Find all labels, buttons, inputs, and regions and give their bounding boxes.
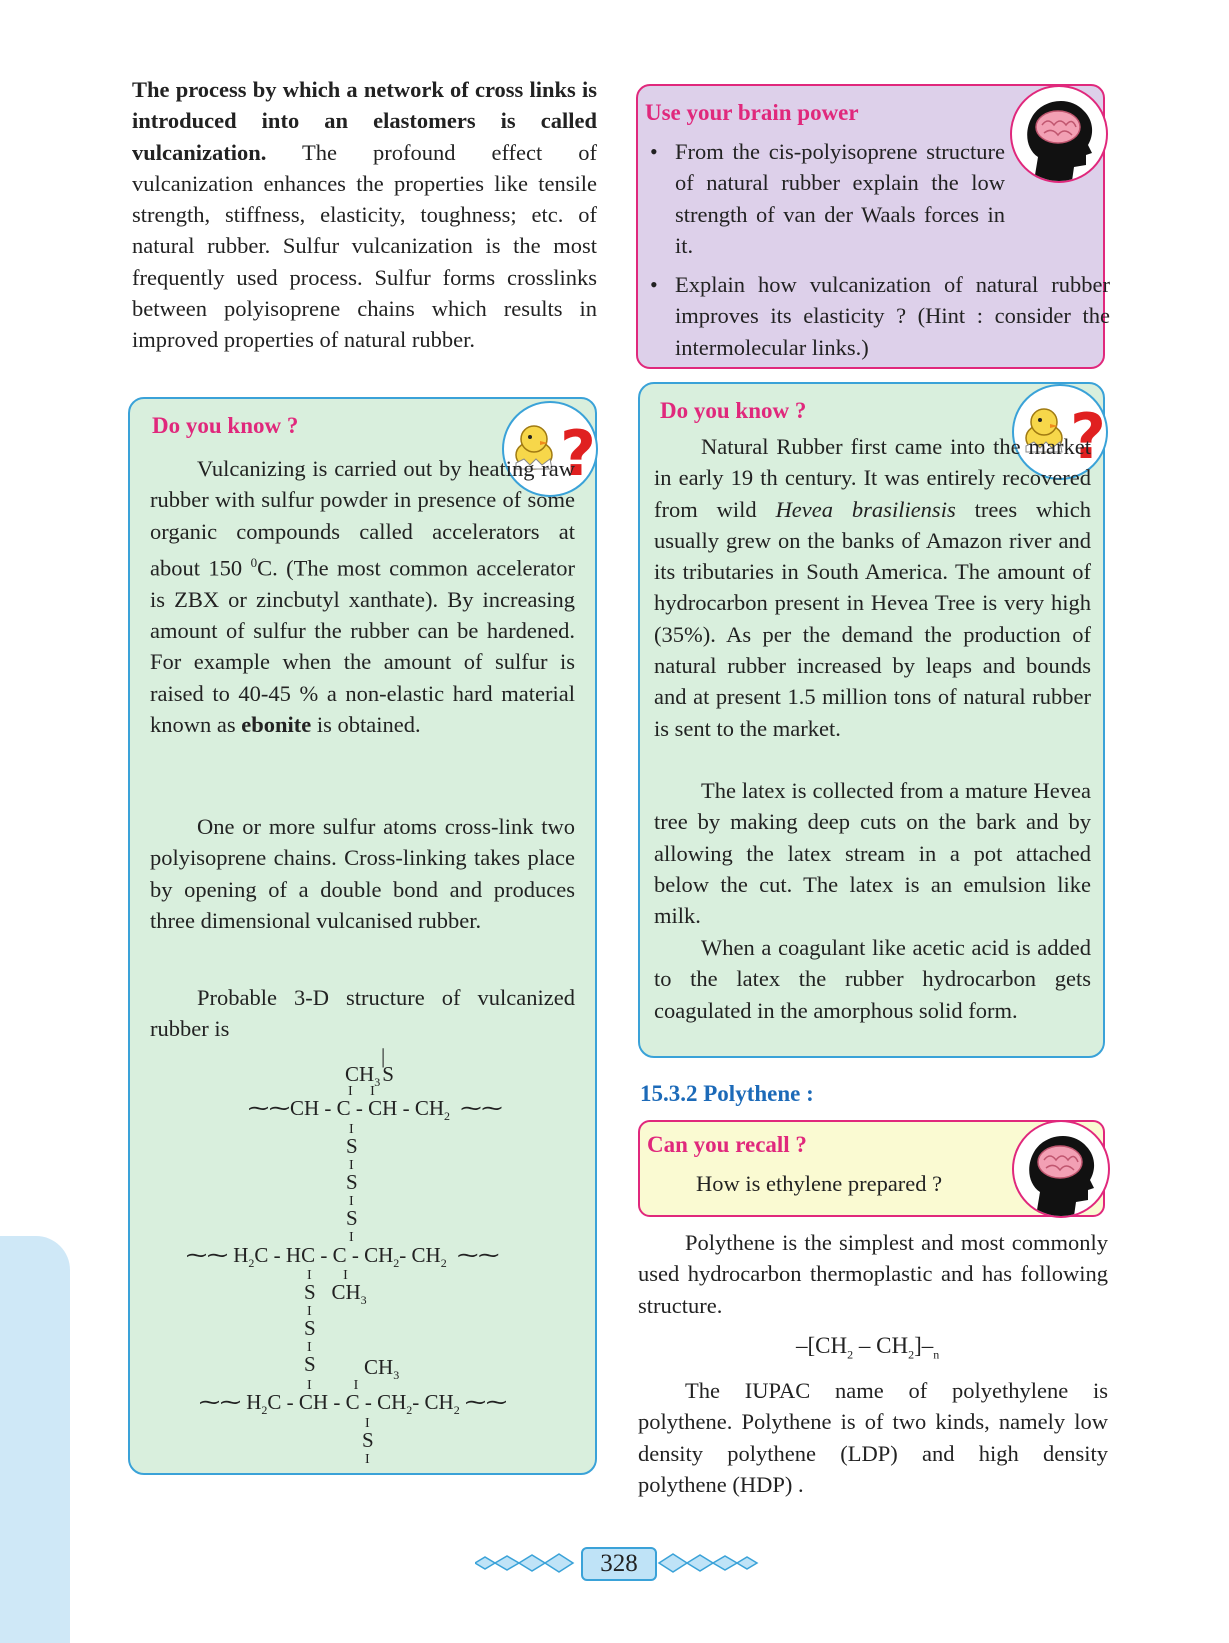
know-p1: Vulcanizing is carried out by heating raw rubber with sulfur powder in presence of some organic compounds called accelerators at about 150 $^0$C. (The most common accelerator is ZBX or zincbutyl xanthate). By increasing amount of sulfur the rubber can be hardened. For example when the amount of sulfur is raised to 40-45 % a non-elastic hard material known as ebonite is obtained. <box>150 456 575 737</box>
page-number: 328 <box>581 1547 657 1581</box>
brain-icon <box>1012 1120 1110 1218</box>
know-p3: Probable 3-D structure of vulcanized rubber is <box>150 985 575 1042</box>
can-you-recall-box <box>638 1120 1105 1217</box>
brain-bullet-2: • Explain how vulcanization of natural rubber improves its elasticity ? (Hint : consider the intermolecular links.) <box>640 269 1110 363</box>
side-tab <box>0 1236 70 1643</box>
know-p2: One or more sulfur atoms cross-link two polyisoprene chains. Cross-linking takes place by opening of a double bond and produces three dimensional vulcanised rubber. <box>150 814 575 933</box>
box-title: Do you know ? <box>152 413 299 438</box>
box-title: Use your brain power <box>645 100 859 125</box>
box-title: Do you know ? <box>660 398 807 423</box>
know-right-p1: Natural Rubber first came into the market in early 19 th century. It was entirely recovered from wild Hevea brasiliensis trees which usually grew on the banks of Amazon river and its tributaries in South America. The amount of hydrocarbon present in Hevea Tree is very high (35%). As per the demand the production of natural rubber increased by leaps and bounds and at present 1.5 million tons of natural rubber is sent to the market. <box>654 434 1091 741</box>
brain-bullet-1: • From the cis-polyisoprene structure of natural rubber explain the low strength of van der Waals forces in it. <box>640 136 1005 261</box>
do-you-know-box-right <box>638 382 1105 1058</box>
intro-paragraph: The process by which a network of cross links is introduced into an elastomers is called vulcanization. The profound effect of vulcanization enhances the properties like tensile strength, stiffness, elasticity, toughness; etc. of natural rubber. Sulfur vulcanization is the most frequently used process. Sulfur forms crosslinks between polyisoprene chains which results in improved properties of natural rubber. <box>132 77 597 353</box>
know-right-p3: When a coagulant like acetic acid is added to the latex the rubber hydrocarbon gets coagulated in the amorphous solid form. <box>654 935 1091 1023</box>
section-heading: 15.3.2 Polythene : <box>640 1081 814 1106</box>
polythene-paragraph-2: The IUPAC name of polyethylene is polythene. Polythene is of two kinds, namely low density polythene (LDP) and high density polythene (HDP) . <box>638 1378 1108 1497</box>
polythene-paragraph-1: Polythene is the simplest and most commonly used hydrocarbon thermoplastic and has following structure. <box>638 1230 1108 1318</box>
box-title: Can you recall ? <box>647 1132 807 1157</box>
page-footer <box>475 1543 765 1583</box>
brain-power-box <box>636 84 1110 369</box>
recall-question: How is ethylene prepared ? <box>696 1171 943 1196</box>
brain-icon <box>1010 85 1108 183</box>
do-you-know-box-left <box>128 397 597 1475</box>
polythene-formula: $-[CH_2 - CH_2]-_n$ <box>796 1333 940 1362</box>
know-right-p2: The latex is collected from a mature Hevea tree by making deep cuts on the bark and by allowing the latex stream in a pot attached below the cut. The latex is an emulsion like milk. <box>654 778 1091 929</box>
svg-text:?: ? <box>1070 400 1106 473</box>
svg-text:?: ? <box>560 417 596 490</box>
